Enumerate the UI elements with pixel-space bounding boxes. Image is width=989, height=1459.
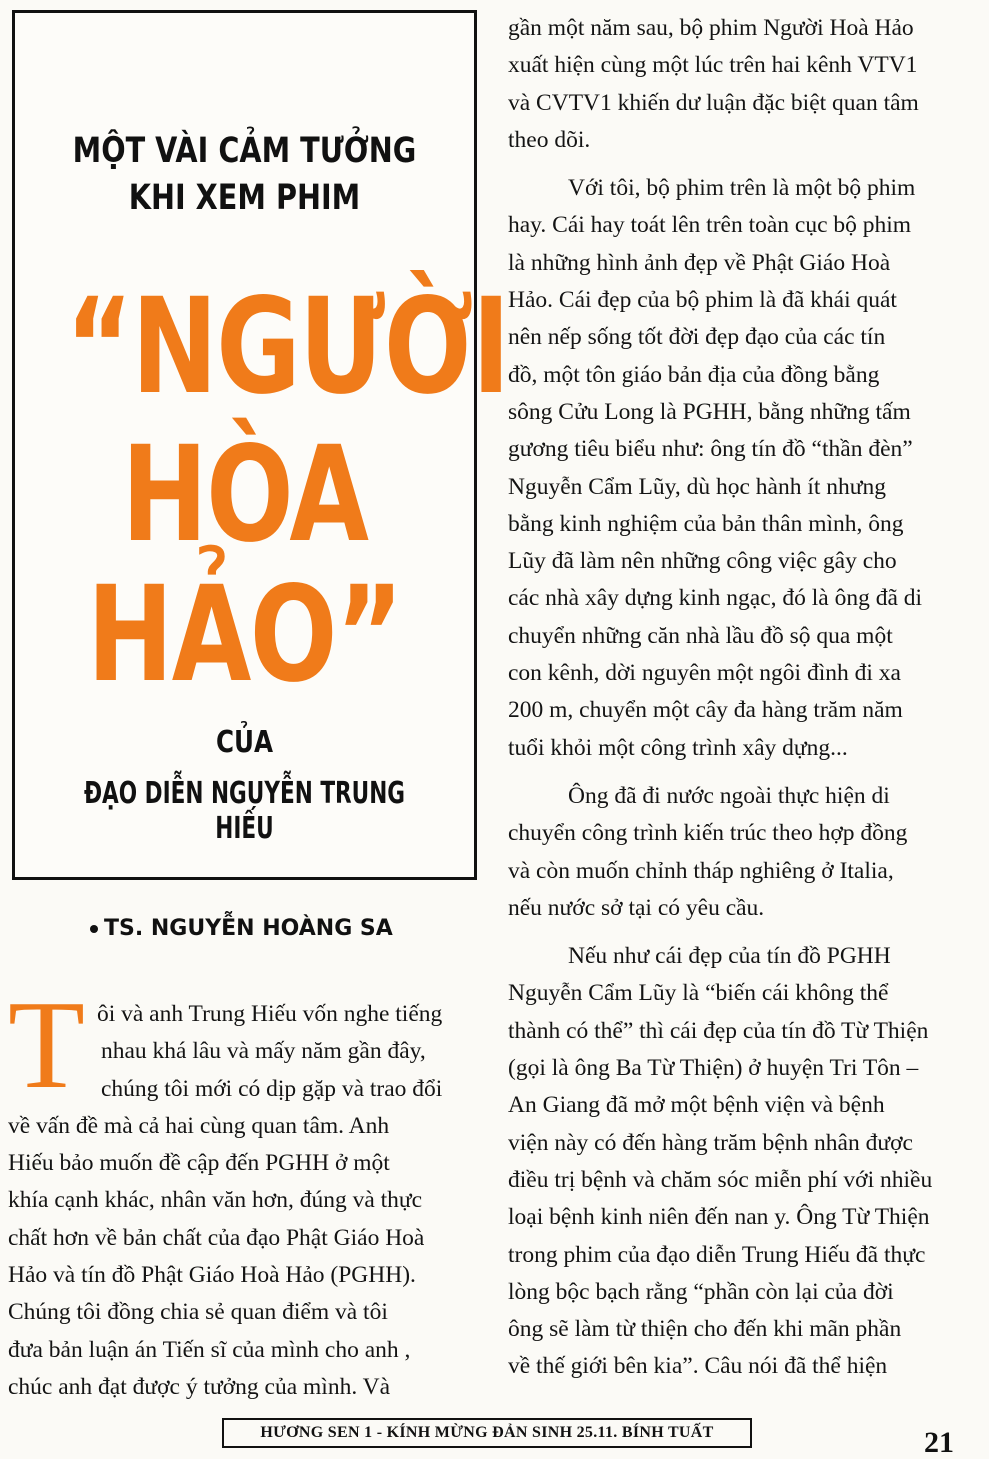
left-column (8, 976, 476, 1406)
director-name: ĐẠO DIỄN NGUYỄN TRUNG HIẾU (83, 776, 406, 846)
text-line: Nguyễn Cẩm Lũy, dù học hành ít nhưng (508, 473, 887, 500)
text-line: đồ, một tôn giáo bản địa của đồng bằng (508, 361, 880, 388)
text-line: chuyển công trình kiến trúc theo hợp đồng (508, 820, 908, 847)
text-line: ôi và anh Trung Hiếu vốn nghe tiếng (96, 1001, 443, 1027)
text-line: đưa bản luận án Tiến sĩ của mình cho anh , (8, 1336, 411, 1363)
text-line: gần một năm sau, bộ phim Người Hoà Hảo (508, 15, 914, 41)
text-line: trong phim của đạo diễn Trung Hiếu đã thực (508, 1241, 926, 1268)
text-line: theo dõi. (508, 126, 591, 153)
text-line: Nguyễn Cẩm Lũy là “biến cái không thể (508, 980, 889, 1007)
text-line: Lũy đã làm nên những công việc gây cho (508, 548, 897, 575)
text-line: và còn muốn chỉnh tháp nghiêng ở Italia, (508, 857, 894, 884)
text-line: chất hơn về bản chất của đạo Phật Giáo Hoà (8, 1224, 425, 1251)
text-line: tuổi khỏi một công trình xây dựng... (508, 734, 848, 761)
drop-cap: T (8, 976, 85, 1115)
text-line: nhau khá lâu và mấy năm gần đây, (100, 1038, 426, 1065)
text-line: 200 m, chuyển một cây đa hàng trăm năm (508, 697, 903, 724)
text-line: sông Cửu Long là PGHH, bằng những tấm (508, 398, 911, 425)
article-title-line-1: MỘT VÀI CẢM TƯỞNG (72, 131, 417, 171)
film-title-line-1: “NGƯỜI (65, 270, 509, 424)
text-line: khía cạnh khác, nhân văn hơn, đúng và thực (8, 1187, 423, 1214)
text-line: Ông đã đi nước ngoài thực hiện di (568, 782, 890, 809)
author-line (90, 916, 430, 941)
text-line: viện này có đến hàng trăm bệnh nhân được (508, 1129, 913, 1156)
film-title-line-3: HẢO” (87, 558, 402, 712)
paragraph-1 (508, 10, 970, 159)
text-line: thành có thể” thì cái đẹp của tín đồ Từ Thiện (508, 1017, 929, 1044)
bullet-icon (90, 925, 98, 933)
text-line: ông sẽ làm từ thiện cho đến khi mãn phần (508, 1316, 902, 1343)
title-box (12, 10, 509, 880)
right-column (508, 10, 970, 1386)
film-title-line-2: HÒA (121, 418, 368, 572)
text-line: về vấn đề mà cả hai cùng quan tâm. Anh (8, 1112, 390, 1139)
text-line: nên nếp sống tốt đời đẹp đạo của các tín (508, 324, 886, 351)
text-line: Với tôi, bộ phim trên là một bộ phim (568, 175, 916, 202)
author-name: TS. NGUYỄN HOÀNG SA (104, 916, 393, 941)
publication-footer: HƯƠNG SEN 1 - KÍNH MỪNG ĐẢN SINH 25.11. BÍNH TUẤT (222, 1418, 752, 1448)
article-title-line-2: KHI XEM PHIM (128, 178, 361, 218)
text-line: chúc anh đạt được ý tưởng của mình. Và (8, 1373, 391, 1400)
page-number: 21 (924, 1426, 954, 1459)
text-line: và CVTV1 khiến dư luận đặc biệt quan tâm (508, 89, 919, 116)
paragraph-2 (508, 170, 970, 767)
text-line: hay. Cái hay toát lên trên toàn cục bộ phim (508, 212, 912, 239)
text-line: về thế giới bên kia”. Câu nói đã thể hiện (508, 1353, 888, 1380)
paragraph-3 (508, 778, 970, 927)
text-line: bằng kinh nghiệm của bản thân mình, ông (508, 510, 904, 537)
text-line: xuất hiện cùng một lúc trên hai kênh VTV1 (508, 52, 918, 79)
text-line: gương tiêu biểu như: ông tín đồ “thần đèn” (508, 436, 913, 463)
text-line: An Giang đã mở một bệnh viện và bệnh (508, 1092, 885, 1119)
text-line: con kênh, dời nguyên một ngôi đình đi xa (508, 660, 901, 687)
text-line: Hảo và tín đồ Phật Giáo Hoà Hảo (PGHH). (8, 1262, 416, 1289)
byline-of: CỦA (215, 725, 274, 760)
text-line: (gọi là ông Ba Từ Thiện) ở huyện Tri Tôn – (508, 1055, 919, 1082)
text-line: Nếu như cái đẹp của tín đồ PGHH (568, 943, 891, 970)
opening-paragraph (8, 976, 476, 1406)
text-line: là những hình ảnh đẹp về Phật Giáo Hoà (508, 249, 891, 276)
paragraph-4 (508, 938, 970, 1386)
text-line: lòng bộc bạch rằng “phần còn lại của đời (508, 1278, 894, 1305)
text-line: chuyển những căn nhà lầu đồ sộ qua một (508, 622, 893, 649)
text-line: điều trị bệnh và chăm sóc miễn phí với nhiều (508, 1166, 933, 1193)
text-line: Hảo. Cái đẹp của bộ phim là đã khái quát (508, 287, 897, 314)
text-line: loại bệnh kinh niên đến nan y. Ông Từ Thiện (508, 1204, 930, 1231)
text-line: nếu nước sở tại có yêu cầu. (508, 894, 765, 921)
text-line: Chúng tôi đồng chia sẻ quan điểm và tôi (8, 1299, 388, 1326)
text-line: chúng tôi mới có dịp gặp và trao đổi (100, 1075, 443, 1102)
text-line: các nhà xây dựng kinh ngạc, đó là ông đã di (508, 585, 923, 612)
text-line: Hiếu bảo muốn đề cập đến PGHH ở một (8, 1150, 390, 1177)
